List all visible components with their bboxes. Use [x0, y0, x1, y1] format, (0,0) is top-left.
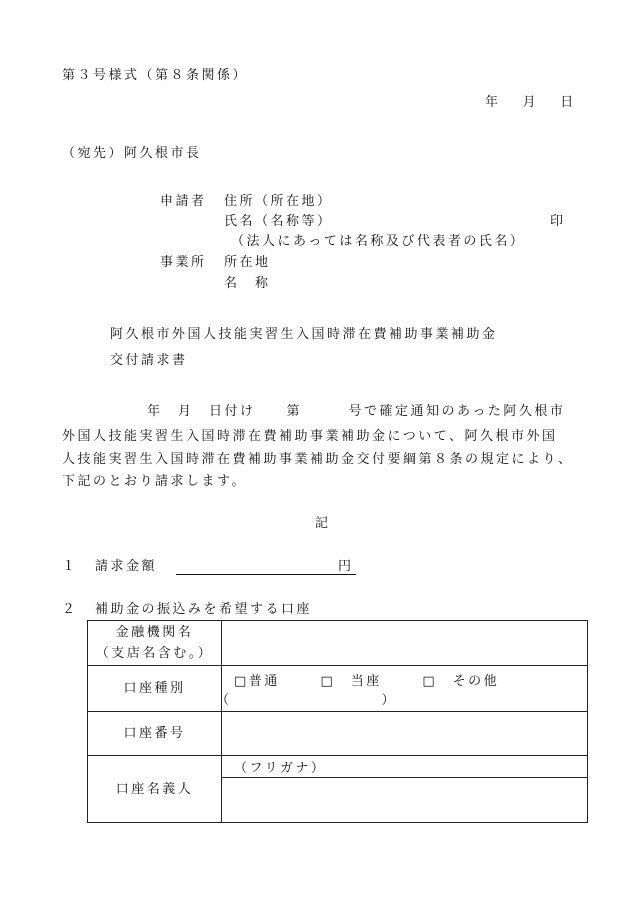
body-line-2: 外国人技能実習生入国時滞在費補助事業補助金について、阿久根市外国 [62, 429, 558, 444]
office-name-label: 名 称 [224, 276, 271, 291]
ki-heading: 記 [315, 516, 331, 531]
account-type-label: 口座種別 [88, 666, 222, 712]
account-holder-label: 口座名義人 [88, 756, 222, 823]
account-type-field [216, 666, 588, 712]
body-line-3: 人技能実習生入国時滞在費補助事業補助金交付要綱第８条の規定により、 [62, 452, 574, 467]
applicant-name-note: （法人にあっては名称及び代表者の氏名） [231, 234, 526, 249]
document-title-line1: 阿久根市外国人技能実習生入国時滞在費補助事業補助金 [110, 327, 498, 342]
body-line-1: 年 月 日付け 第 号で確定通知のあった阿久根市 [147, 404, 566, 419]
account-number-label: 口座番号 [88, 712, 222, 756]
item1-number: １ [62, 559, 78, 574]
office-location-label: 所在地 [224, 255, 271, 270]
item2-number: ２ [62, 602, 78, 617]
account-type-futsu-checkbox[interactable]: □普通 [234, 674, 280, 689]
furigana-label: （フリガナ） [222, 756, 588, 778]
item2-label: 補助金の振込みを希望する口座 [95, 602, 313, 617]
bank-name-label: 金融機関名 （支店名含む。） [88, 621, 222, 666]
amount-underline [176, 574, 356, 575]
addressee: （宛先）阿久根市長 [62, 146, 202, 161]
account-type-touza-checkbox[interactable]: □ 当座 [320, 674, 382, 689]
applicant-label: 申請者 [160, 194, 207, 209]
body-line-4: 下記のとおり請求します。 [62, 474, 247, 489]
account-holder-field[interactable] [222, 778, 588, 823]
seal-mark: 印 [550, 214, 566, 229]
other-paren-open: （ [216, 693, 232, 708]
date-label: 年 月 日 [485, 95, 576, 110]
other-paren-close: ） [381, 693, 398, 708]
amount-unit: 円 [338, 559, 354, 574]
bank-name-field[interactable] [222, 621, 588, 666]
form-number: 第３号様式（第８条関係） [62, 68, 249, 83]
item1-label: 請求金額 [95, 559, 158, 574]
bank-account-table [87, 620, 588, 823]
document-title-line2: 交付請求書 [110, 353, 188, 368]
applicant-address-label: 住所（所在地） [224, 194, 333, 209]
applicant-name-label: 氏名（名称等） [224, 214, 333, 229]
account-number-field[interactable] [222, 712, 588, 756]
office-label: 事業所 [160, 255, 207, 270]
account-type-other-checkbox[interactable]: □ その他 [422, 674, 500, 689]
